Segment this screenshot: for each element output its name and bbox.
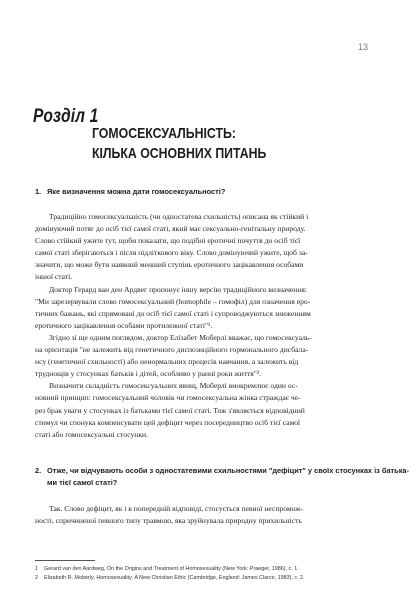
footnote-text: Elizabeth R. Moberly, Homosexuality: A New Christian Ethic (Cambridge, England: James Clarce, 1983), c. 2. xyxy=(44,575,305,581)
footnotes xyxy=(35,565,305,583)
body-line: Згідно зі ще одним поглядом, доктор Елізабет Моберлі вважає, що гомосексуаль- xyxy=(49,332,312,342)
body-line: "Ми зарезервували слово гомосексуальний (homophile – гомофіл) для означення еро- xyxy=(35,296,311,306)
body-line: іншої статі. xyxy=(35,272,73,282)
body-line: труднощів у стосунках батьків і дітей, особливо у ранні роки життя"². xyxy=(35,369,262,379)
chapter-title-line: КІЛЬКА ОСНОВНИХ ПИТАНЬ xyxy=(92,145,267,162)
question-text xyxy=(47,465,409,489)
question-text: Яке визначення можна дати гомосексуальності? xyxy=(47,187,226,196)
question-text-line: ми тієї самої статі? xyxy=(47,478,118,487)
footnote xyxy=(35,574,305,583)
footnote-divider xyxy=(35,560,95,561)
question-number: 1. xyxy=(35,187,42,196)
footnote-number: 1 xyxy=(35,566,38,572)
chapter-title xyxy=(92,124,266,164)
body-line: Так. Слово дефіцит, як і в попередній відповіді, стосується певної неспромож- xyxy=(49,504,304,513)
body-line: значити, що може бути наявний менший ступінь еротичного зацікавлення особами xyxy=(35,260,304,270)
body-line: новний принцип: гомосексуальний чоловік чи гомосексуальна жінка страждає че- xyxy=(35,393,301,403)
body-line: Слово стійкий ужите тут, щоби показати, що подібні еротичні почуття до осіб тієї xyxy=(35,236,301,246)
page-number: 13 xyxy=(357,42,368,52)
body-line: тичних бажань, які спрямовані до осіб тієї самої статі і супроводжуються зниженням xyxy=(35,308,311,318)
body-line: ності, спричиненої певного типу травмою, яка зруйнувала природну прихильність xyxy=(35,516,302,526)
body-line: на орієнтація "не залежить від генетичного диспозиційного гормонального дисбала- xyxy=(35,345,309,355)
body-line: самої статі зберігаються і після підліткового віку. Слово домінуючий ужите, щоб за- xyxy=(35,248,308,258)
body-line: Традиційно гомосексуальність (чи одностатева схильність) описана як стійкий і xyxy=(49,212,309,221)
body-line: домінуючий потяг до осіб тієї самої статі, який має сексуально-генітальну природу. xyxy=(35,224,306,234)
answer-1-body xyxy=(35,211,385,441)
body-line: еротичного зацікавлення особами протилежної статі"¹. xyxy=(35,320,213,330)
body-line: стимул чи спонука компенсувати цей дефіцит через посередництво осіб тієї самої xyxy=(35,417,301,427)
question-number: 2. xyxy=(35,466,42,475)
answer-2-body xyxy=(35,503,385,527)
footnote-number: 2 xyxy=(35,575,38,581)
footnote-text: Gerard van den Aardweg, On the Origins and Treatment of Homosexuality (New York: Praeger, 1986), c. 1. xyxy=(44,566,299,572)
question-text-line: Отже, чи відчувають особи з одностатевими схильностями "дефіцит" у своїх стосунках із батька- xyxy=(47,466,409,475)
body-line: нсу (генетичної схильності) або ненормальних процесів навчання, а залежить від xyxy=(35,357,299,367)
body-line: Визначити складність гомосексуальних явищ, Моберлі виокремлює один ос- xyxy=(49,381,298,391)
body-line: Доктор Герард ван ден Ардвег пропонує іншу версію традиційного визначення: xyxy=(49,284,308,294)
body-line: рез брак уваги у стосунках із батьками тієї самої статі. Тож з'являється відповідний xyxy=(35,405,305,415)
body-line: статі або гомосексуальні стосунки. xyxy=(35,429,149,439)
footnote xyxy=(35,565,305,574)
chapter-label: Розділ 1 xyxy=(33,106,99,127)
chapter-title-line: ГОМОСЕКСУАЛЬНІСТЬ: xyxy=(92,125,236,142)
